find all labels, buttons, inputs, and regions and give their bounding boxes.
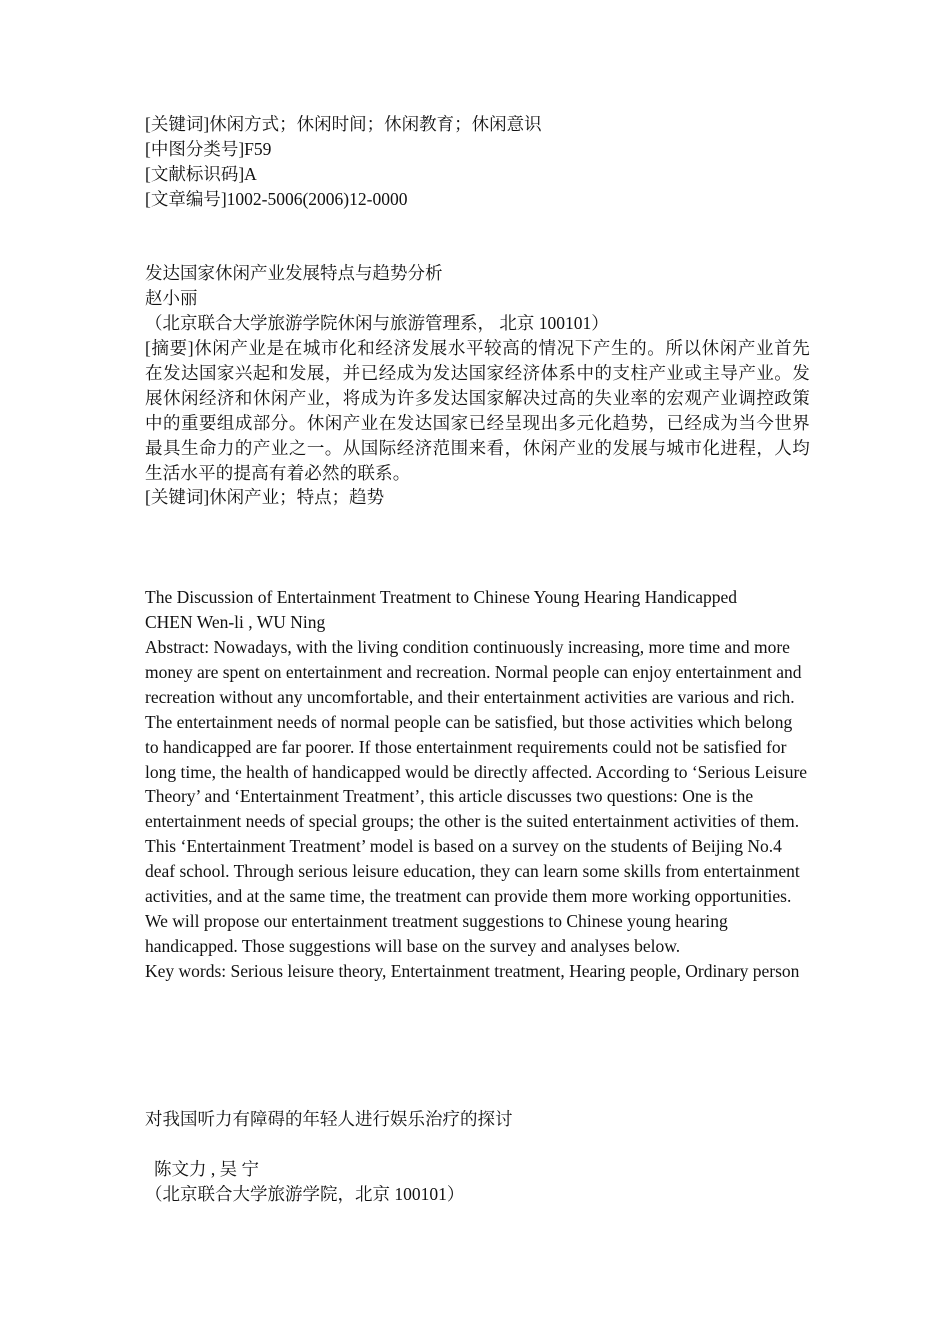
article1-abstract: [摘要]休闲产业是在城市化和经济发展水平较高的情况下产生的。所以休闲产业首先在发达国家兴起和发展，并已经成为发达国家经济体系中的支柱产业或主导产业。发展休闲经济和休闲产业，将成为许多发达国家解决过高的失业率的宏观产业调控政策中的重要组成部分。休闲产业在发达国家已经呈现出多元化趋势，已经成为当今世界最具生命力的产业之一。从国际经济范围来看，休闲产业的发展与城市化进程，人均生活水平的提高有着必然的联系。 [145,338,810,483]
article1-keywords: [关键词]休闲产业；特点；趋势 [145,487,385,508]
article1-block [145,261,810,510]
document-code: [文献标识码]A [145,164,257,184]
article2-english-authors: CHEN Wen-li , WU Ning [145,612,326,632]
article2-chinese-authors: 陈文力 , 吴 宁 [154,1159,259,1179]
article2-english-title: The Discussion of Entertainment Treatment to Chinese Young Hearing Handicapped [145,587,737,607]
article2-english-keywords: Key words: Serious leisure theory, Entertainment treatment, Hearing people, Ordinary person [145,960,800,981]
keywords-line: [关键词]休闲方式；休闲时间；休闲教育；休闲意识 [145,114,542,134]
article1-affiliation: （北京联合大学旅游学院休闲与旅游管理系， 北京 100101） [145,313,609,333]
metadata-block [145,112,810,212]
article2-chinese-block [145,1107,810,1132]
classification-number: [中图分类号]F59 [145,139,272,159]
article2-english-abstract: Abstract: Nowadays, with the living condition continuously increasing, more time and more money are spent on entertainment and recreation. Normal people can enjoy entertainment and recreation without any uncomfortable, and their entertainment activities are various and rich. The entertainment needs of normal people can be satisfied, but those activities which belong to handicapped are far poorer. If those entertainment requirements could not be satisfied for long time, the health of handicapped would be directly affected. According to ‘Serious Leisure Theory’ and ‘Entertainment Treatment’, this article discusses two questions: One is the entertainment needs of special groups; the other is the suited entertainment activities of them. This ‘Entertainment Treatment’ model is based on a survey on the students of Beijing No.4 deaf school. Through serious leisure education, they can learn some skills from entertainment activities, and at the same time, the treatment can provide them more working opportunities. We will propose our entertainment treatment suggestions to Chinese young hearing handicapped. Those suggestions will base on the survey and analyses below. [145,637,808,956]
article1-author: 赵小丽 [145,288,198,308]
article2-english-block [145,585,810,984]
article1-title: 发达国家休闲产业发展特点与趋势分析 [145,263,443,283]
article-number: [文章编号]1002-5006(2006)12-0000 [145,189,408,209]
article2-chinese-title: 对我国听力有障碍的年轻人进行娱乐治疗的探讨 [145,1109,513,1129]
article2-chinese-affiliation: （北京联合大学旅游学院，北京 100101） [145,1184,465,1204]
article2-chinese-author-block [145,1157,810,1207]
